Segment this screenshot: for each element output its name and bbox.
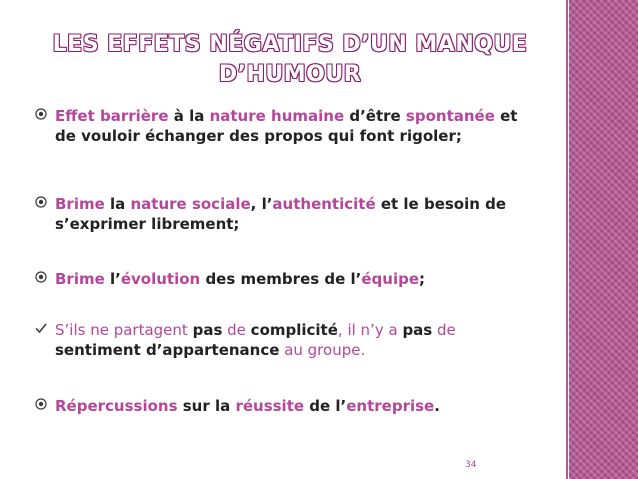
bullet-run: pas	[402, 321, 433, 339]
bullet-run: complicité	[250, 321, 338, 339]
bullet-text	[55, 106, 525, 146]
slide-title	[40, 30, 540, 90]
bullet-run: Effet barrière	[55, 107, 169, 125]
bullet-text	[55, 396, 525, 416]
bullet-run: de l’	[304, 397, 347, 415]
target-bullet-icon	[35, 108, 53, 124]
bullet-run: des membres de l’	[200, 270, 362, 288]
target-bullet-icon	[35, 271, 53, 287]
decorative-sidebar	[569, 0, 638, 479]
bullet-run: sur la	[177, 397, 236, 415]
bullet-run: et le besoin de s’exprimer librement;	[55, 195, 507, 233]
bullet-run: S’ils ne partagent	[55, 321, 193, 339]
bullet-run: l’	[104, 270, 121, 288]
bullet-text	[55, 269, 525, 289]
bullet-run: .	[434, 397, 440, 415]
bullet-run: , il n’y a	[337, 321, 403, 339]
bullet-run: la	[104, 195, 131, 213]
slide-title-line-2: D’HUMOUR	[218, 62, 362, 87]
bullet-run: de	[222, 321, 251, 339]
target-bullet-icon	[35, 398, 53, 414]
bullet-run: de	[432, 321, 456, 339]
bullet-text	[55, 194, 525, 234]
bullet-run: , l’	[250, 195, 273, 213]
checkmark-bullet-icon	[35, 322, 53, 338]
bullet-run: spontanée	[405, 107, 495, 125]
target-bullet-icon	[35, 196, 53, 212]
bullet-run: Répercussions	[55, 397, 178, 415]
bullet-run: réussite	[235, 397, 305, 415]
bullet-run: au groupe.	[279, 341, 366, 359]
bullet-run: à la	[168, 107, 210, 125]
bullet-run: équipe	[361, 270, 420, 288]
slide-title-line-1: LES EFFETS NÉGATIFS D’UN MANQUE	[52, 32, 528, 57]
bullet-run: Brime	[55, 270, 105, 288]
bullet-run: et de vouloir échanger des propos qui font rigoler;	[55, 107, 518, 145]
bullet-text	[55, 320, 525, 360]
page-number: 34	[465, 460, 477, 470]
bullet-run: sentiment d’appartenance	[55, 341, 280, 359]
decorative-divider	[566, 0, 568, 479]
bullet-run: nature humaine	[209, 107, 345, 125]
bullet-run: Brime	[55, 195, 105, 213]
bullet-run: nature sociale	[130, 195, 251, 213]
bullet-run: évolution	[120, 270, 201, 288]
bullet-run: d’être	[344, 107, 406, 125]
bullet-run: entreprise	[346, 397, 435, 415]
bullet-run: pas	[192, 321, 223, 339]
bullet-run: ;	[419, 270, 426, 288]
bullet-run: authenticité	[272, 195, 376, 213]
